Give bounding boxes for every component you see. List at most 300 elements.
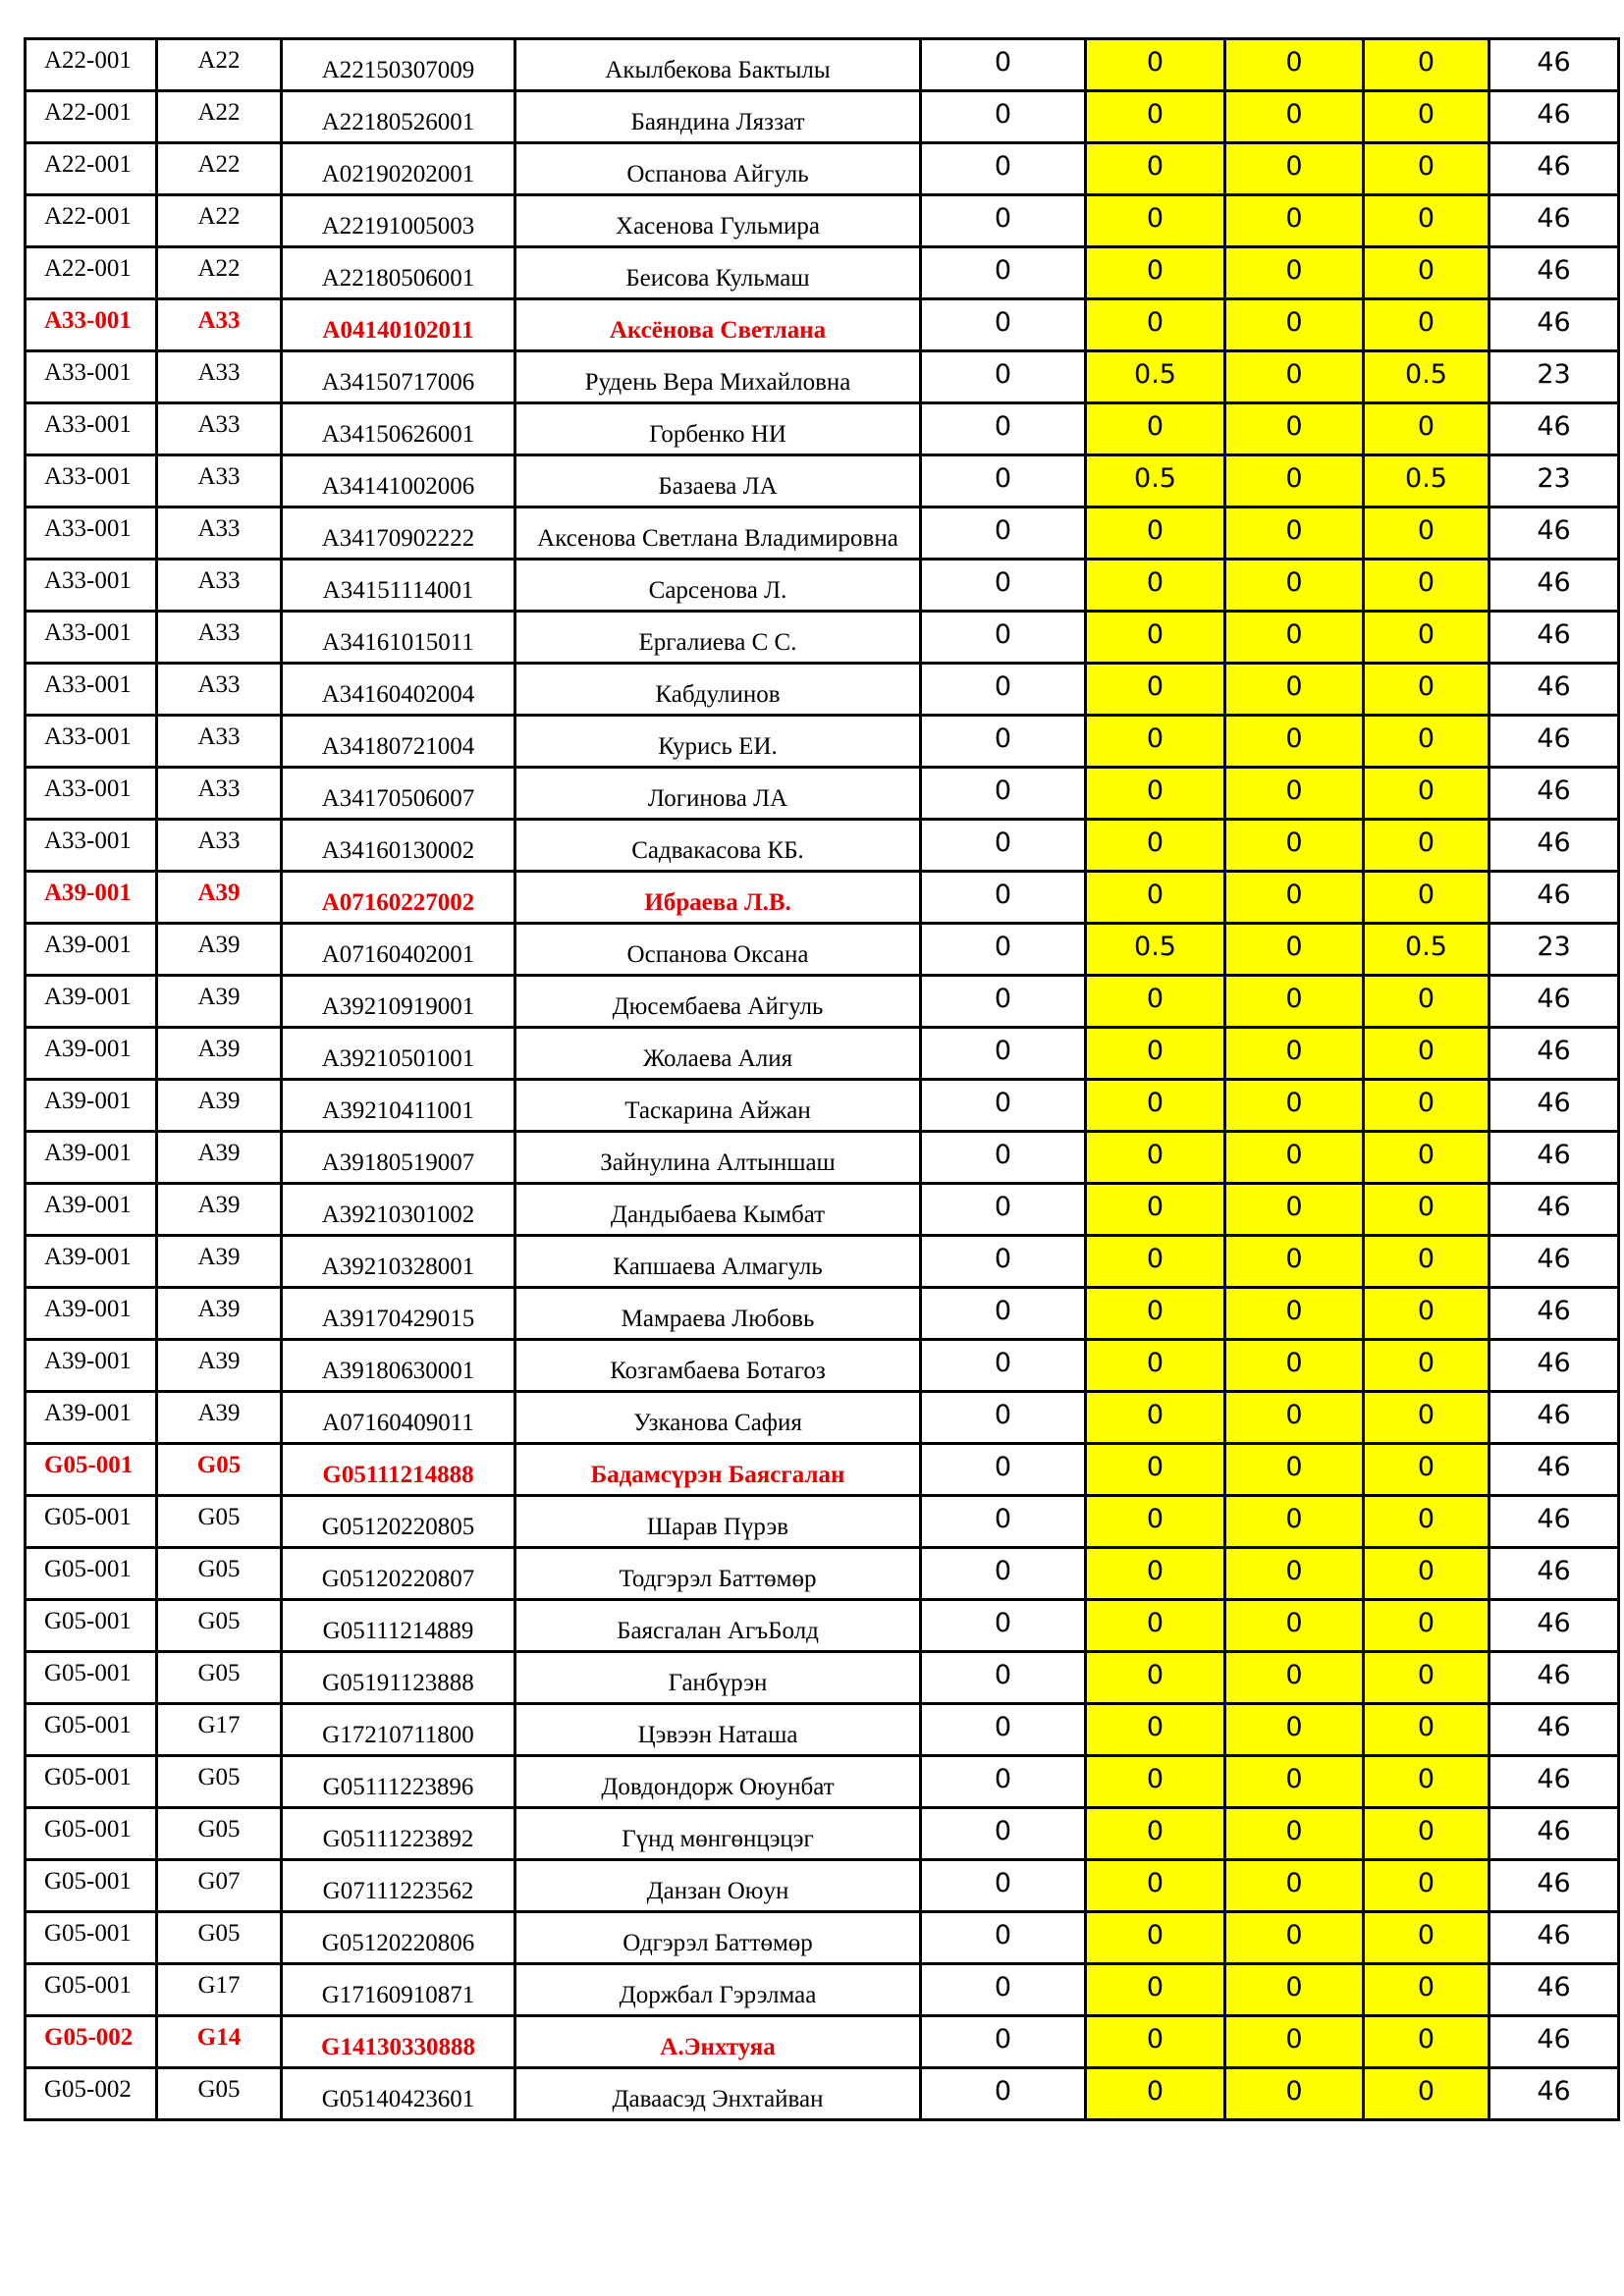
cell-group-text: A33	[197, 515, 241, 542]
cell-value-5-text: 46	[1537, 670, 1571, 702]
cell-value-4-text: 0	[1417, 722, 1435, 754]
cell-value-3	[1225, 1600, 1364, 1652]
cell-id-text: G05111214888	[322, 1462, 474, 1488]
cell-value-1	[921, 716, 1086, 768]
cell-value-3-text: 0	[1285, 618, 1303, 650]
cell-value-3-text: 0	[1285, 254, 1303, 286]
cell-value-3-text: 0	[1285, 1035, 1303, 1066]
cell-value-4-text: 0	[1417, 46, 1435, 78]
cell-code-text: A33-001	[44, 619, 132, 646]
cell-value-5	[1489, 820, 1619, 872]
cell-code-text: G05-001	[44, 1972, 132, 1999]
cell-name	[515, 768, 921, 820]
cell-value-5	[1489, 455, 1619, 507]
cell-value-1-text: 0	[994, 1867, 1012, 1898]
cell-name	[515, 39, 921, 91]
cell-value-1	[921, 1964, 1086, 2016]
cell-value-1-text: 0	[994, 2075, 1012, 2107]
cell-value-5-text: 46	[1537, 1659, 1571, 1690]
cell-id	[282, 143, 515, 195]
cell-value-4-text: 0	[1417, 1815, 1435, 1846]
cell-name-text: Курись ЕИ.	[658, 733, 778, 760]
cell-name-text: Зайнулина Алтыншаш	[600, 1149, 836, 1176]
cell-value-1	[921, 1392, 1086, 1444]
cell-value-1-text: 0	[994, 46, 1012, 78]
cell-code	[26, 664, 157, 716]
cell-name-text: Дюсембаева Айгуль	[612, 993, 824, 1020]
cell-value-1-text: 0	[994, 1243, 1012, 1274]
cell-name	[515, 1600, 921, 1652]
cell-value-5-text: 23	[1537, 358, 1571, 390]
cell-name	[515, 1080, 921, 1132]
cell-name	[515, 1236, 921, 1288]
cell-value-1-text: 0	[994, 462, 1012, 494]
cell-id-text: A07160409011	[322, 1410, 474, 1436]
cell-value-3	[1225, 403, 1364, 455]
cell-name	[515, 924, 921, 976]
cell-code-text: A39-001	[44, 932, 132, 958]
cell-value-3-text: 0	[1285, 1607, 1303, 1638]
cell-value-5	[1489, 1288, 1619, 1340]
cell-group-text: A39	[197, 1192, 241, 1218]
cell-id	[282, 1600, 515, 1652]
cell-code	[26, 924, 157, 976]
cell-group	[157, 1236, 282, 1288]
cell-group-text: A33	[197, 307, 241, 334]
cell-value-4	[1364, 1340, 1489, 1392]
cell-code	[26, 1340, 157, 1392]
cell-value-4	[1364, 664, 1489, 716]
cell-value-3-text: 0	[1285, 1659, 1303, 1690]
cell-value-2-text: 0	[1146, 254, 1164, 286]
cell-group	[157, 664, 282, 716]
cell-value-3-text: 0	[1285, 1347, 1303, 1378]
cell-value-3-text: 0	[1285, 462, 1303, 494]
cell-name-text: Тодгэрэл Баттөмөр	[619, 1566, 817, 1592]
cell-value-1	[921, 2016, 1086, 2068]
cell-code	[26, 1704, 157, 1756]
cell-group	[157, 1444, 282, 1496]
cell-value-2-text: 0	[1146, 1815, 1164, 1846]
cell-value-5	[1489, 1028, 1619, 1080]
cell-value-2-text: 0	[1146, 1295, 1164, 1326]
cell-code-text: A39-001	[44, 984, 132, 1010]
cell-value-2	[1086, 976, 1225, 1028]
cell-code-text: G05-001	[44, 1816, 132, 1842]
cell-value-1	[921, 1704, 1086, 1756]
cell-group-text: A33	[197, 567, 241, 594]
cell-value-4	[1364, 351, 1489, 403]
table-row	[26, 1340, 1619, 1392]
cell-value-1-text: 0	[994, 1711, 1012, 1742]
cell-value-1-text: 0	[994, 1035, 1012, 1066]
cell-group-text: A39	[197, 1296, 241, 1322]
cell-group	[157, 1756, 282, 1808]
cell-value-2	[1086, 1912, 1225, 1964]
cell-value-1	[921, 1912, 1086, 1964]
cell-value-3-text: 0	[1285, 1555, 1303, 1586]
cell-name	[515, 1808, 921, 1860]
cell-name	[515, 1652, 921, 1704]
cell-value-1	[921, 351, 1086, 403]
cell-code-text: A33-001	[44, 359, 132, 386]
cell-value-1-text: 0	[994, 150, 1012, 182]
cell-value-5-text: 46	[1537, 46, 1571, 78]
cell-id-text: A39180630001	[321, 1358, 475, 1384]
table-row	[26, 1548, 1619, 1600]
cell-name	[515, 1288, 921, 1340]
cell-value-3	[1225, 195, 1364, 247]
cell-value-5-text: 46	[1537, 1815, 1571, 1846]
cell-value-4-text: 0	[1417, 670, 1435, 702]
table-row	[26, 768, 1619, 820]
cell-value-2	[1086, 1496, 1225, 1548]
cell-value-4	[1364, 1808, 1489, 1860]
cell-value-5-text: 46	[1537, 1711, 1571, 1742]
cell-value-2	[1086, 1808, 1225, 1860]
cell-value-3	[1225, 1652, 1364, 1704]
cell-value-4	[1364, 2016, 1489, 2068]
cell-id-text: G17160910871	[321, 1982, 475, 2008]
cell-value-2-text: 0	[1146, 1035, 1164, 1066]
cell-code	[26, 2016, 157, 2068]
cell-name	[515, 455, 921, 507]
cell-value-3-text: 0	[1285, 722, 1303, 754]
cell-code-text: G05-001	[44, 1764, 132, 1790]
cell-code-text: G05-001	[44, 1504, 132, 1530]
cell-name-text: А.Энхтуяа	[660, 2034, 776, 2060]
cell-value-4	[1364, 768, 1489, 820]
cell-value-2-text: 0.5	[1134, 358, 1176, 390]
table-body	[26, 39, 1619, 2120]
cell-value-1	[921, 1860, 1086, 1912]
cell-value-5	[1489, 403, 1619, 455]
table-row	[26, 91, 1619, 143]
cell-value-5	[1489, 1600, 1619, 1652]
cell-id-text: A22180506001	[321, 265, 475, 292]
cell-value-5	[1489, 195, 1619, 247]
cell-value-4-text: 0	[1417, 827, 1435, 858]
table-row	[26, 976, 1619, 1028]
cell-group-text: A33	[197, 723, 241, 750]
cell-value-1-text: 0	[994, 879, 1012, 910]
cell-group	[157, 1808, 282, 1860]
cell-value-1	[921, 299, 1086, 351]
cell-value-3	[1225, 872, 1364, 924]
cell-value-5	[1489, 507, 1619, 560]
cell-group	[157, 1964, 282, 2016]
cell-code-text: A33-001	[44, 723, 132, 750]
cell-value-3-text: 0	[1285, 1295, 1303, 1326]
cell-code-text: A22-001	[44, 47, 132, 74]
cell-group	[157, 2016, 282, 2068]
cell-id	[282, 1548, 515, 1600]
table-row	[26, 716, 1619, 768]
cell-value-5-text: 46	[1537, 1971, 1571, 2002]
cell-value-3	[1225, 1964, 1364, 2016]
cell-code	[26, 1080, 157, 1132]
cell-value-5	[1489, 1704, 1619, 1756]
cell-group	[157, 612, 282, 664]
cell-value-5-text: 46	[1537, 1555, 1571, 1586]
cell-id-text: A34161015011	[322, 629, 474, 656]
cell-value-3-text: 0	[1285, 983, 1303, 1014]
cell-group	[157, 39, 282, 91]
cell-value-4	[1364, 1652, 1489, 1704]
cell-value-4-text: 0	[1417, 1763, 1435, 1794]
cell-id-text: A04140102011	[322, 317, 474, 344]
cell-value-1	[921, 1132, 1086, 1184]
cell-value-3	[1225, 299, 1364, 351]
cell-value-1-text: 0	[994, 670, 1012, 702]
cell-value-3	[1225, 1288, 1364, 1340]
cell-group	[157, 1028, 282, 1080]
cell-value-2-text: 0	[1146, 2075, 1164, 2107]
cell-id-text: A39210328001	[321, 1254, 475, 1280]
cell-value-1	[921, 247, 1086, 299]
cell-code	[26, 1912, 157, 1964]
cell-id-text: G07111223562	[322, 1878, 474, 1904]
cell-value-1	[921, 1808, 1086, 1860]
cell-value-1	[921, 1652, 1086, 1704]
cell-group-text: G05	[197, 1920, 241, 1947]
cell-id	[282, 1080, 515, 1132]
cell-value-4-text: 0	[1417, 1243, 1435, 1274]
cell-value-5	[1489, 1860, 1619, 1912]
cell-value-3	[1225, 1340, 1364, 1392]
cell-value-1	[921, 91, 1086, 143]
cell-value-4	[1364, 1288, 1489, 1340]
cell-value-5-text: 46	[1537, 1607, 1571, 1638]
cell-value-2	[1086, 1444, 1225, 1496]
cell-name	[515, 1184, 921, 1236]
cell-group	[157, 2068, 282, 2120]
cell-value-5	[1489, 1132, 1619, 1184]
cell-value-4-text: 0	[1417, 1555, 1435, 1586]
cell-value-4-text: 0	[1417, 774, 1435, 806]
cell-group-text: G05	[197, 1556, 241, 1582]
cell-value-4-text: 0	[1417, 1035, 1435, 1066]
cell-value-3	[1225, 1028, 1364, 1080]
cell-value-3	[1225, 1184, 1364, 1236]
cell-name-text: Сарсенова Л.	[648, 577, 787, 604]
cell-value-4-text: 0	[1417, 1659, 1435, 1690]
cell-group-text: A39	[197, 1348, 241, 1374]
cell-id	[282, 924, 515, 976]
cell-value-2	[1086, 1652, 1225, 1704]
cell-code-text: A33-001	[44, 515, 132, 542]
cell-value-4	[1364, 1496, 1489, 1548]
cell-value-1-text: 0	[994, 618, 1012, 650]
cell-group	[157, 872, 282, 924]
cell-value-1-text: 0	[994, 1503, 1012, 1534]
cell-group-text: A39	[197, 1036, 241, 1062]
cell-code-text: A22-001	[44, 255, 132, 282]
cell-code-text: G05-001	[44, 1868, 132, 1895]
cell-name-text: Горбенко НИ	[649, 421, 786, 448]
cell-id-text: A39210301002	[321, 1201, 475, 1228]
cell-name-text: Ибраева Л.В.	[644, 889, 791, 916]
cell-value-4	[1364, 1600, 1489, 1652]
cell-id	[282, 1288, 515, 1340]
cell-value-1-text: 0	[994, 254, 1012, 286]
cell-id-text: A39170429015	[321, 1306, 475, 1332]
cell-value-4-text: 0	[1417, 983, 1435, 1014]
cell-id-text: A07160402001	[321, 941, 475, 968]
cell-value-4	[1364, 1860, 1489, 1912]
cell-value-2	[1086, 872, 1225, 924]
cell-value-2-text: 0	[1146, 827, 1164, 858]
cell-value-1-text: 0	[994, 1451, 1012, 1482]
cell-value-3	[1225, 924, 1364, 976]
cell-group-text: A33	[197, 359, 241, 386]
cell-code-text: G05-001	[44, 1712, 132, 1738]
cell-name	[515, 1964, 921, 2016]
cell-value-3-text: 0	[1285, 1139, 1303, 1170]
cell-value-3-text: 0	[1285, 514, 1303, 546]
cell-value-5-text: 46	[1537, 202, 1571, 234]
cell-group-text: G05	[197, 1764, 241, 1790]
cell-value-4-text: 0	[1417, 566, 1435, 598]
cell-group	[157, 195, 282, 247]
cell-group	[157, 247, 282, 299]
cell-value-2	[1086, 2068, 1225, 2120]
cell-value-1	[921, 507, 1086, 560]
table-row	[26, 924, 1619, 976]
cell-value-5	[1489, 1964, 1619, 2016]
cell-value-2	[1086, 1704, 1225, 1756]
cell-group	[157, 1912, 282, 1964]
cell-group	[157, 1548, 282, 1600]
cell-value-3	[1225, 2016, 1364, 2068]
cell-group	[157, 1860, 282, 1912]
cell-value-2-text: 0	[1146, 1191, 1164, 1222]
cell-value-1-text: 0	[994, 1555, 1012, 1586]
cell-value-4-text: 0	[1417, 879, 1435, 910]
cell-value-2	[1086, 560, 1225, 612]
cell-group	[157, 403, 282, 455]
cell-code-text: A33-001	[44, 775, 132, 802]
cell-name	[515, 1444, 921, 1496]
cell-id	[282, 1496, 515, 1548]
cell-value-2	[1086, 299, 1225, 351]
cell-name-text: Шарав Пүрэв	[646, 1514, 789, 1540]
cell-value-2	[1086, 247, 1225, 299]
cell-name	[515, 143, 921, 195]
cell-value-1-text: 0	[994, 1139, 1012, 1170]
cell-value-4	[1364, 872, 1489, 924]
cell-value-5-text: 46	[1537, 566, 1571, 598]
cell-group-text: G07	[197, 1868, 241, 1895]
cell-value-4-text: 0	[1417, 410, 1435, 442]
cell-name-text: Таскарина Айжан	[624, 1097, 811, 1124]
cell-value-1	[921, 1288, 1086, 1340]
cell-name	[515, 2068, 921, 2120]
cell-value-2-text: 0	[1146, 670, 1164, 702]
cell-value-1-text: 0	[994, 1399, 1012, 1430]
cell-value-3	[1225, 143, 1364, 195]
table-row	[26, 1028, 1619, 1080]
table-row	[26, 1704, 1619, 1756]
cell-value-3	[1225, 351, 1364, 403]
cell-code	[26, 1236, 157, 1288]
cell-id	[282, 1704, 515, 1756]
cell-name-text: Цэвээн Наташа	[637, 1722, 798, 1748]
cell-value-2	[1086, 2016, 1225, 2068]
cell-name-text: Беисова Кульмаш	[625, 265, 810, 292]
table-row	[26, 2068, 1619, 2120]
cell-value-2	[1086, 91, 1225, 143]
cell-group	[157, 507, 282, 560]
cell-value-3	[1225, 247, 1364, 299]
cell-value-3	[1225, 1704, 1364, 1756]
cell-value-1	[921, 664, 1086, 716]
cell-id	[282, 39, 515, 91]
cell-value-2	[1086, 455, 1225, 507]
cell-code	[26, 1132, 157, 1184]
cell-group-text: A33	[197, 775, 241, 802]
cell-value-3-text: 0	[1285, 1243, 1303, 1274]
cell-group-text: G05	[197, 1660, 241, 1686]
cell-value-4-text: 0	[1417, 514, 1435, 546]
cell-value-5	[1489, 143, 1619, 195]
cell-value-5	[1489, 351, 1619, 403]
cell-code	[26, 299, 157, 351]
cell-code	[26, 976, 157, 1028]
cell-value-2-text: 0	[1146, 98, 1164, 130]
cell-value-3	[1225, 1808, 1364, 1860]
cell-value-5-text: 23	[1537, 931, 1571, 962]
cell-code	[26, 507, 157, 560]
cell-value-5	[1489, 1236, 1619, 1288]
cell-id-text: A34170902222	[321, 525, 475, 552]
table-row	[26, 143, 1619, 195]
cell-value-3-text: 0	[1285, 1087, 1303, 1118]
cell-value-2	[1086, 1860, 1225, 1912]
cell-value-3-text: 0	[1285, 150, 1303, 182]
cell-value-1	[921, 1496, 1086, 1548]
cell-value-5	[1489, 560, 1619, 612]
cell-name	[515, 976, 921, 1028]
cell-id	[282, 299, 515, 351]
cell-value-5	[1489, 1080, 1619, 1132]
cell-name-text: Дандыбаева Кымбат	[610, 1201, 826, 1228]
cell-group-text: A33	[197, 619, 241, 646]
cell-name-text: Ганбүрэн	[668, 1670, 768, 1696]
cell-name	[515, 507, 921, 560]
cell-value-2-text: 0	[1146, 2023, 1164, 2055]
cell-value-5-text: 46	[1537, 1399, 1571, 1430]
cell-code	[26, 560, 157, 612]
cell-id-text: A39210411001	[322, 1097, 474, 1124]
cell-name-text: Ергалиева С С.	[638, 629, 797, 656]
cell-value-4-text: 0	[1417, 1295, 1435, 1326]
cell-value-2-text: 0	[1146, 514, 1164, 546]
cell-value-2	[1086, 1340, 1225, 1392]
cell-group	[157, 1080, 282, 1132]
cell-value-2	[1086, 1600, 1225, 1652]
cell-value-2-text: 0	[1146, 1555, 1164, 1586]
table-row	[26, 872, 1619, 924]
cell-id-text: G05140423601	[321, 2086, 475, 2112]
cell-name-text: Аксёнова Светлана	[609, 317, 827, 344]
table-row	[26, 560, 1619, 612]
cell-value-1	[921, 1548, 1086, 1600]
cell-value-4-text: 0	[1417, 254, 1435, 286]
cell-value-4-text: 0	[1417, 618, 1435, 650]
cell-value-5-text: 46	[1537, 98, 1571, 130]
cell-group	[157, 1496, 282, 1548]
